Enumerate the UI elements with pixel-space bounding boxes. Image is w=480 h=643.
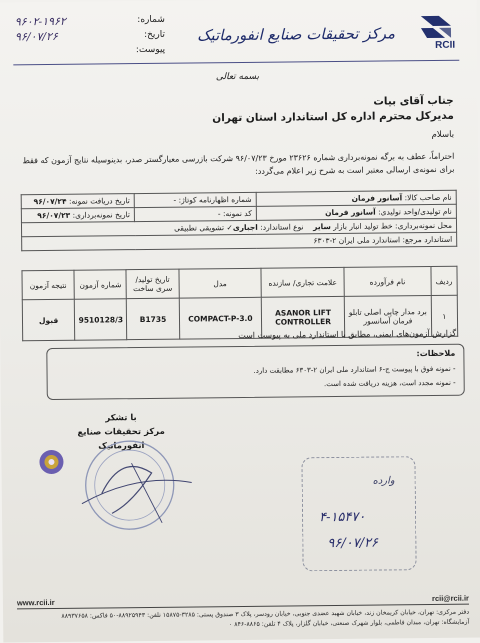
date-value: ۹۶/۰۷/۲۶ (14, 29, 58, 44)
place-option: انبار (349, 221, 362, 231)
report-note: گزارش آزمون‌های ایمنی، مطابق با استاندارد ملی به پیوست است (238, 328, 457, 341)
email-link[interactable]: rcii@rcii.ir (431, 593, 469, 604)
declaration-label: شماره اظهارنامه کوتاژ: (178, 194, 252, 205)
check-icon: ✓ (226, 223, 233, 233)
reference-value: استاندارد ملی ایران ۲-۶۳۰۳ (313, 235, 401, 246)
place-label: محل نمونه‌برداری: (394, 220, 453, 231)
cell-index: ۱ (431, 295, 458, 336)
logo-text: RCII (435, 39, 456, 51)
number-row (15, 13, 165, 30)
date-row (15, 28, 165, 45)
remarks-box (46, 344, 465, 400)
letter-meta (15, 13, 165, 60)
declaration-value: - (173, 195, 177, 205)
header-test-number: شماره آزمون (74, 270, 126, 300)
code-label: کد نمونه: (222, 208, 252, 219)
owner-label: نام صاحب کالا: (404, 192, 452, 203)
addressee-name: جناب آقای بیات (373, 94, 454, 108)
results-header-row (22, 266, 457, 300)
received-value: ۹۶/۰۷/۲۴ (33, 196, 67, 207)
official-stamp (41, 432, 212, 544)
thanks-text: با تشکر (105, 413, 137, 424)
cell-model: COMPACT-P-3.0 (179, 297, 262, 339)
place-option: بازار (333, 221, 347, 232)
addressee-title: مدیرکل محترم اداره کل استاندارد استان تهران (212, 109, 454, 125)
header-index: ردیف (431, 266, 457, 295)
sampled-value: ۹۶/۰۷/۲۳ (37, 210, 71, 221)
remarks-line: - نمونه مجدد است، هزینه دریافت شده است. (323, 378, 456, 389)
header-divider (13, 60, 459, 66)
header-product: نام فرآورده (344, 266, 431, 296)
standard-type-label: نوع استاندارد: (260, 222, 304, 232)
greeting: باسلام (431, 129, 455, 140)
standard-type-option: تطبیقی (174, 223, 197, 233)
remarks-line: - نمونه فوق با پیوست ج-۶ استاندارد ملی ایران ۲-۶۳۰۳ مطابقت دارد. (253, 364, 456, 375)
header-batch: تاریخ تولید/ سری ساخت (126, 269, 178, 299)
organization-name: مرکز تحقیقات صنایع انفورماتیک (196, 24, 396, 45)
standard-type-option: تشویقی (199, 223, 225, 233)
hologram-seal-icon (37, 448, 65, 476)
received-stamp-number: ۴-۱۵۴۷۰ (318, 509, 366, 526)
bismillah: بسمه تعالی (215, 71, 260, 83)
header-brand: علامت تجاری/ سازنده (261, 267, 344, 297)
rcii-logo (401, 12, 455, 53)
sample-info-table (21, 190, 458, 252)
received-stamp-word: وارده (372, 475, 395, 487)
remarks-title: ملاحظات: (416, 348, 456, 359)
received-stamp-date: ۹۶/۰۷/۲۶ (327, 535, 379, 552)
cell-brand: ASANOR LIFT CONTROLLER (262, 296, 345, 338)
cell-test-number: 9510128/3 (75, 299, 128, 341)
reference-label: استاندارد مرجع: (402, 234, 453, 245)
received-label: تاریخ دریافت نمونه: (68, 196, 130, 206)
producer-label: نام تولیدی/واحد تولیدی: (378, 206, 452, 217)
received-stamp (301, 456, 416, 571)
standard-type-selected: اجباری (232, 222, 258, 233)
cell-result: قبول (22, 299, 75, 341)
attachment-row (15, 43, 165, 60)
owner-value: آسانور فرمان (351, 193, 403, 203)
addressee (212, 94, 454, 127)
sampled-label: تاریخ نمونه‌برداری: (72, 210, 131, 220)
address-line: آزمایشگاه: تهران، میدان فاطمی، بلوار شهرک صنعتی، خیابان گلزار، پلاک ۴ تلفن: ۸۸۶۵-۸۴۶ ۰ (228, 618, 470, 629)
signatory-org: مرکز تحقیقات صنایع انفورماتیک (77, 426, 165, 452)
date-label: تاریخ: (144, 29, 166, 40)
header-model: مدل (179, 268, 262, 298)
website-link[interactable]: www.rcii.ir (16, 597, 55, 608)
intro-paragraph: احتراماً، عطف به برگه نمونه‌برداری شماره ۲۳۶۲۶ مورخ ۹۶/۰۷/۲۳ شرکت بازرسی معیارگستر صدر، بدینوسیله نتایج آزمون که فقط برای نمونه‌ی ارسالی معتبر است به شرح زیر اعلام می‌گردد: (22, 151, 455, 176)
producer-value: آسانور فرمان (325, 207, 376, 218)
logo-stripes-icon (417, 12, 455, 40)
number-label: شماره: (137, 14, 165, 26)
cell-product: برد مدار چاپی اصلی تابلو فرمان آسانسور (344, 295, 431, 337)
place-option: خط تولید (363, 221, 393, 231)
attachment-label: پیوست: (135, 44, 166, 56)
code-value: - (217, 209, 221, 219)
place-option-selected: سایر (313, 222, 331, 232)
header-result: نتیجه آزمون (22, 270, 75, 300)
address-line: دفتر مرکزی: تهران، خیابان کریمخان زند، خیابان شهید عضدی جنوبی، خیابان رودسر، پلاک ۳ صندوق پستی: ۳۲۸۵-۱۵۸۷۵ تلفن: ۸۸۹۲۵۹۴۳-۵۰ فاکس: ۸۸۹۳۷۶۵۸ (61, 608, 470, 620)
number-value: ۹۶۰۲-۱۹۶۲ (14, 14, 66, 29)
footer-address (17, 608, 469, 633)
cell-batch: B1735 (127, 298, 180, 340)
